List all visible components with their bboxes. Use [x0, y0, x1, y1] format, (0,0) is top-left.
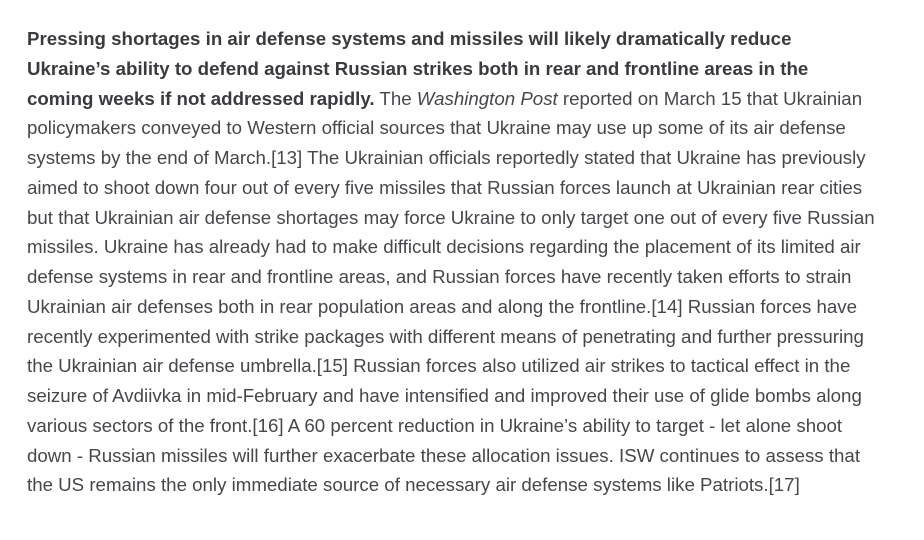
text-segment: down - Russian missiles will further exacerbate these allocation issues. ISW continues to assess that: [27, 444, 861, 466]
bold-text-segment: coming weeks if not addressed rapidly.: [27, 87, 375, 109]
text-line: [27, 381, 917, 411]
text-line: [27, 54, 917, 84]
text-segment: The: [374, 87, 417, 109]
text-line: [27, 203, 917, 233]
text-segment: defense systems in rear and frontline areas, and Russian forces have recently taken efforts to strain: [27, 266, 852, 287]
text-segment: the Ukrainian air defense umbrella.[15] Russian forces also utilized air strikes to tactical effect in the: [27, 355, 851, 377]
text-line: [27, 232, 917, 262]
text-line: [27, 113, 917, 143]
report-paragraph: [27, 24, 917, 500]
text-line: [27, 322, 917, 352]
text-segment: policymakers conveyed to Western official sources that Ukraine may use up some of its air defense: [27, 117, 846, 139]
text-line: [27, 143, 917, 173]
text-segment: Ukrainian air defenses both in rear population areas and along the frontline.[14] Russian forces have: [27, 295, 858, 317]
italic-text-segment: Washington Post: [416, 87, 558, 109]
text-line: [27, 24, 917, 54]
text-segment: aimed to shoot down four out of every five missiles that Russian forces launch at Ukrainian rear cities: [27, 176, 863, 198]
text-line: [27, 351, 917, 381]
text-segment: recently experimented with strike packages with different means of penetrating and further pressuring: [27, 325, 864, 347]
text-line: [27, 84, 917, 114]
text-line: [27, 441, 917, 471]
text-segment: but that Ukrainian air defense shortages may force Ukraine to only target one out of every five Russian: [27, 206, 875, 228]
text-segment: various sectors of the front.[16] A 60 percent reduction in Ukraine’s ability to target - let alone shoot: [27, 414, 843, 436]
text-segment: the US remains the only immediate source of necessary air defense systems like Patriots.[17]: [27, 474, 800, 496]
bold-text-segment: Pressing shortages in air defense systems and missiles will likely dramatically reduce: [27, 28, 792, 49]
text-line: [27, 470, 917, 500]
text-line: [27, 411, 917, 441]
text-segment: missiles. Ukraine has already had to make difficult decisions regarding the placement of its limited air: [27, 236, 861, 258]
text-line: [27, 292, 917, 322]
bold-text-segment: Ukraine’s ability to defend against Russian strikes both in rear and frontline areas in the: [27, 57, 809, 79]
text-segment: seizure of Avdiivka in mid-February and have intensified and improved their use of glide bombs along: [27, 385, 862, 406]
text-segment: systems by the end of March.[13] The Ukrainian officials reportedly stated that Ukraine has previously: [27, 147, 866, 168]
text-segment: reported on March 15 that Ukrainian: [557, 87, 863, 109]
text-line: [27, 262, 917, 292]
text-line: [27, 173, 917, 203]
